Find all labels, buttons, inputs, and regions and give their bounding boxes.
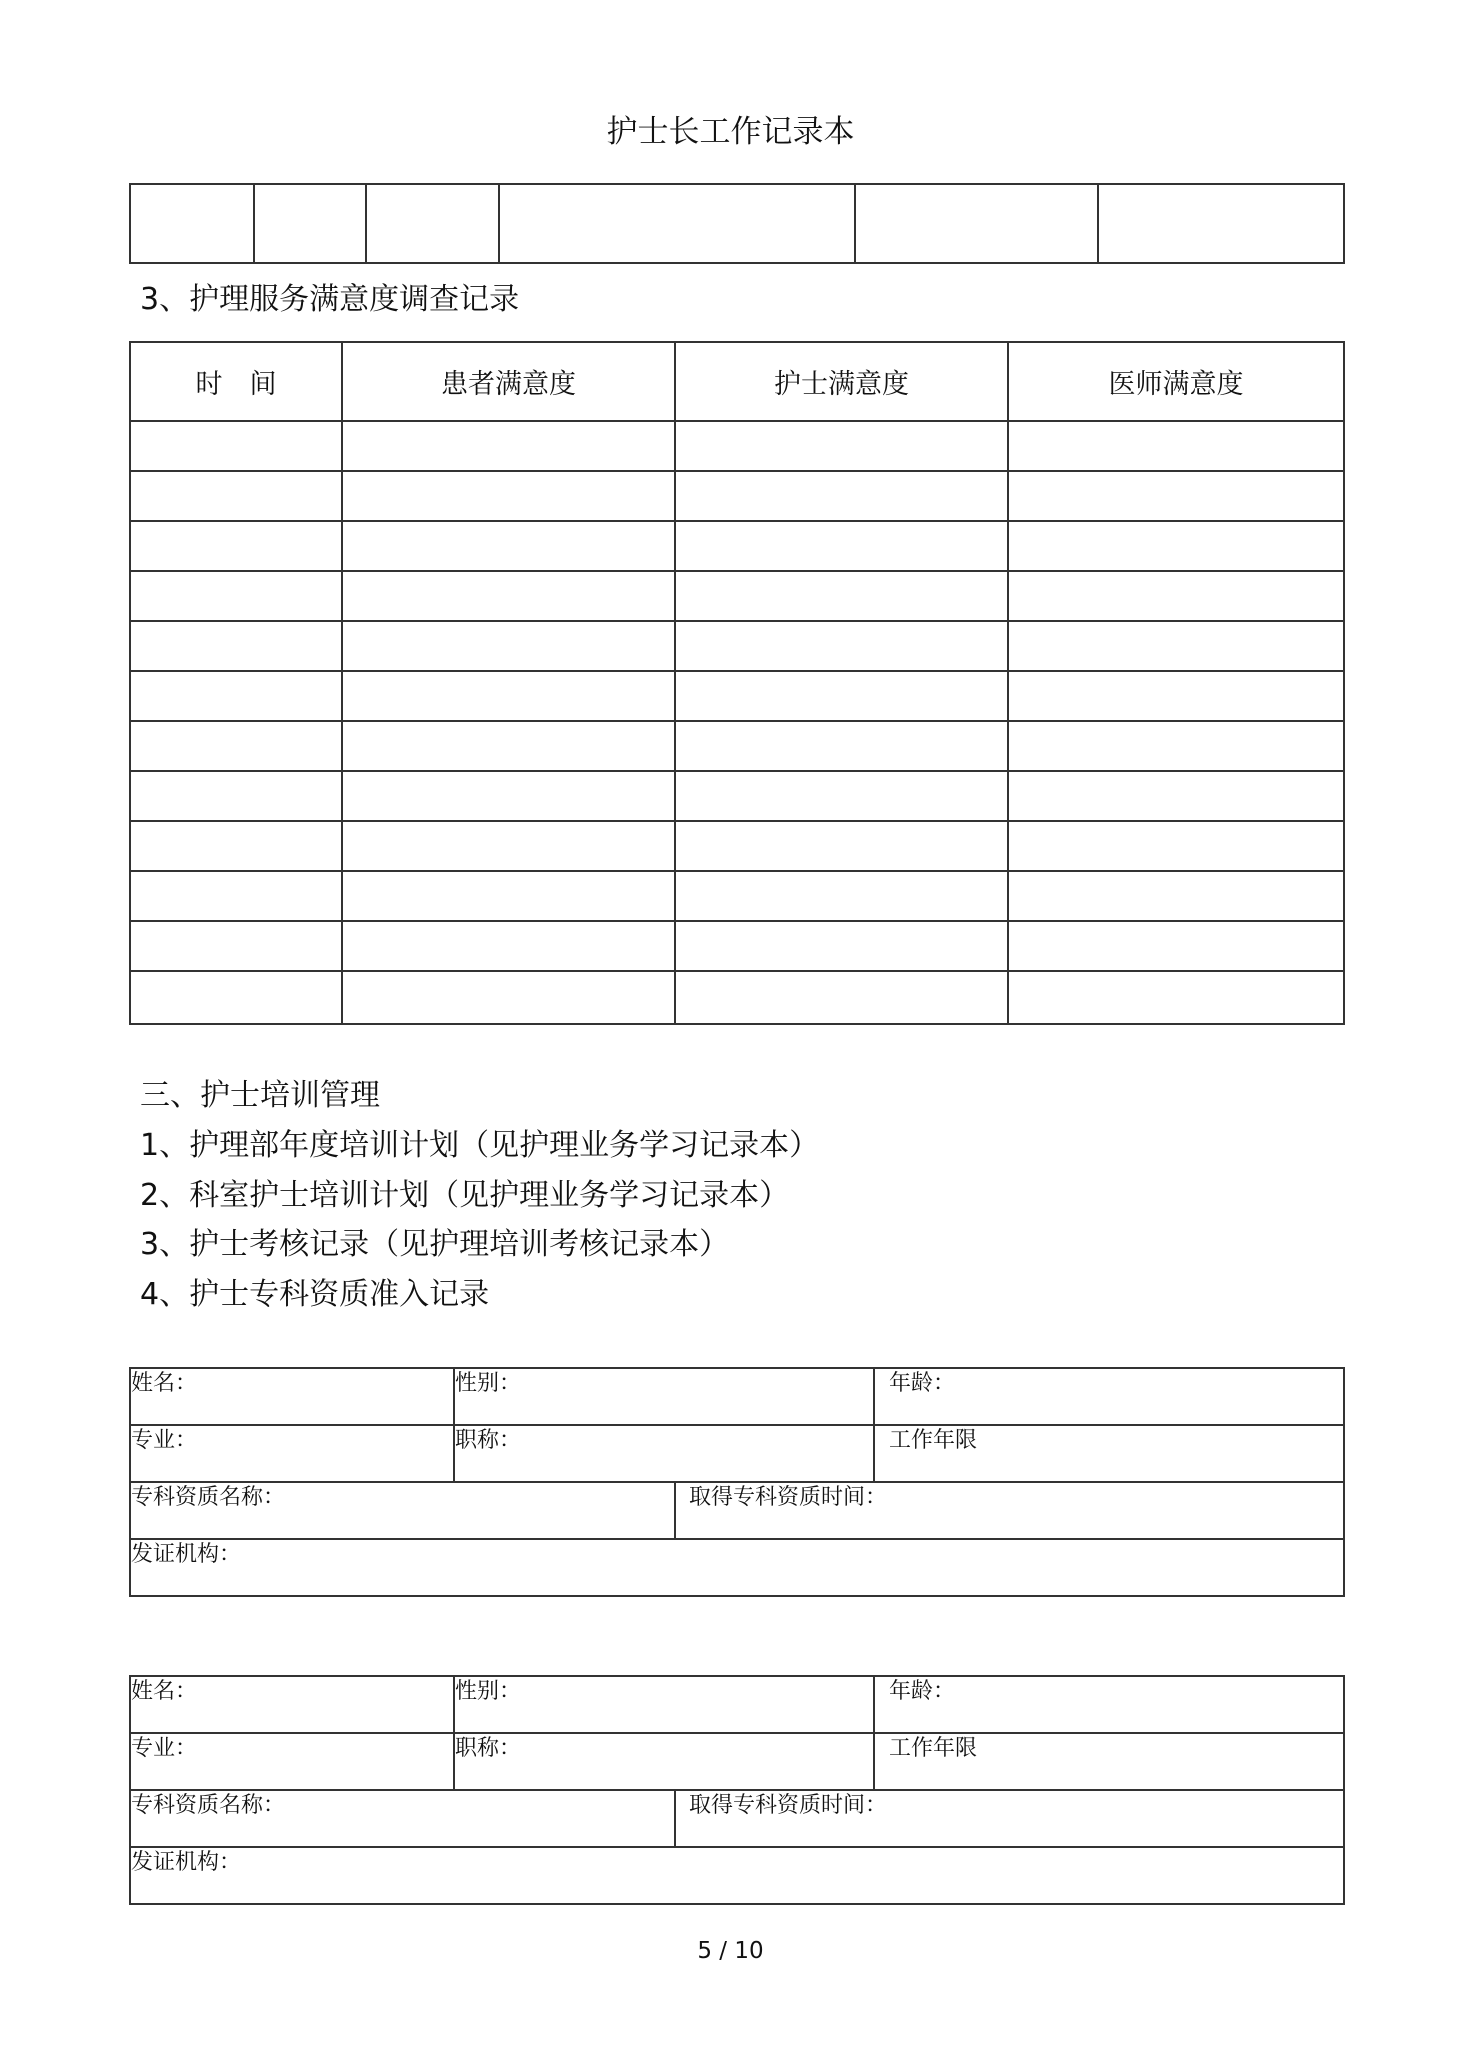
empty-cell <box>342 421 675 471</box>
empty-cell <box>1008 821 1344 871</box>
table-row <box>130 621 1344 671</box>
empty-cell <box>1008 921 1344 971</box>
page-number: 5 / 10 <box>697 1938 764 1964</box>
professional-title-field-label: 职称： <box>454 1425 874 1482</box>
empty-cell <box>1008 671 1344 721</box>
empty-cell <box>130 721 342 771</box>
continuation-table <box>129 183 1345 264</box>
empty-cell <box>1008 721 1344 771</box>
age-field-label: 年龄： <box>874 1676 1344 1733</box>
major-field-label: 专业： <box>130 1733 454 1790</box>
empty-cell <box>1008 771 1344 821</box>
empty-cell <box>499 184 855 263</box>
empty-cell <box>130 771 342 821</box>
training-item: 3、护士考核记录（见护理培训考核记录本） <box>140 1227 730 1262</box>
column-header-doctor-satisfaction: 医师满意度 <box>1008 342 1344 421</box>
issuing-authority-field-label: 发证机构： <box>130 1847 1344 1904</box>
major-field-label: 专业： <box>130 1425 454 1482</box>
table-row <box>130 921 1344 971</box>
empty-cell <box>342 921 675 971</box>
qualification-form <box>129 1675 1345 1905</box>
qualification-form <box>129 1367 1345 1597</box>
empty-cell <box>130 671 342 721</box>
gender-field-label: 性别： <box>454 1368 874 1425</box>
empty-cell <box>855 184 1098 263</box>
empty-cell <box>130 471 342 521</box>
table-row <box>130 521 1344 571</box>
age-field-label: 年龄： <box>874 1368 1344 1425</box>
empty-cell <box>1008 521 1344 571</box>
empty-cell <box>342 821 675 871</box>
empty-cell <box>1008 571 1344 621</box>
empty-cell <box>130 621 342 671</box>
empty-cell <box>1098 184 1344 263</box>
empty-cell <box>130 421 342 471</box>
empty-cell <box>130 971 342 1024</box>
column-header-time: 时 间 <box>130 342 342 421</box>
empty-cell <box>130 821 342 871</box>
table-row <box>130 871 1344 921</box>
qualification-name-field-label: 专科资质名称： <box>130 1482 675 1539</box>
empty-cell <box>342 871 675 921</box>
empty-cell <box>130 571 342 621</box>
table-row <box>130 771 1344 821</box>
empty-cell <box>675 771 1008 821</box>
empty-cell <box>675 871 1008 921</box>
empty-cell <box>675 971 1008 1024</box>
empty-cell <box>675 921 1008 971</box>
empty-cell <box>130 521 342 571</box>
training-item: 1、护理部年度培训计划（见护理业务学习记录本） <box>140 1128 820 1163</box>
work-years-field-label: 工作年限 <box>874 1733 1344 1790</box>
professional-title-field-label: 职称： <box>454 1733 874 1790</box>
empty-cell <box>675 721 1008 771</box>
qualification-name-field-label: 专科资质名称： <box>130 1790 675 1847</box>
empty-cell <box>675 521 1008 571</box>
qualification-date-field-label: 取得专科资质时间： <box>675 1790 1344 1847</box>
table-row <box>130 971 1344 1024</box>
empty-cell <box>675 471 1008 521</box>
section-heading-satisfaction: 3、护理服务满意度调查记录 <box>140 282 520 317</box>
table-row <box>130 471 1344 521</box>
page-title: 护士长工作记录本 <box>606 114 855 150</box>
empty-cell <box>342 721 675 771</box>
empty-cell <box>130 921 342 971</box>
empty-cell <box>1008 621 1344 671</box>
column-header-patient-satisfaction: 患者满意度 <box>342 342 675 421</box>
empty-cell <box>130 871 342 921</box>
empty-cell <box>1008 871 1344 921</box>
empty-cell <box>1008 421 1344 471</box>
table-row <box>130 821 1344 871</box>
table-header-row <box>130 342 1344 421</box>
table-row <box>130 571 1344 621</box>
empty-cell <box>130 184 254 263</box>
training-item: 2、科室护士培训计划（见护理业务学习记录本） <box>140 1178 790 1213</box>
issuing-authority-field-label: 发证机构： <box>130 1539 1344 1596</box>
satisfaction-survey-table <box>129 341 1345 1025</box>
empty-cell <box>342 571 675 621</box>
empty-cell <box>675 571 1008 621</box>
empty-cell <box>675 671 1008 721</box>
name-field-label: 姓名： <box>130 1676 454 1733</box>
empty-cell <box>254 184 366 263</box>
column-header-nurse-satisfaction: 护士满意度 <box>675 342 1008 421</box>
training-item: 4、护士专科资质准入记录 <box>140 1277 490 1312</box>
empty-cell <box>342 671 675 721</box>
table-row <box>130 671 1344 721</box>
empty-cell <box>675 621 1008 671</box>
empty-cell <box>342 521 675 571</box>
table-row <box>130 721 1344 771</box>
empty-cell <box>342 971 675 1024</box>
empty-cell <box>342 621 675 671</box>
section-heading-training: 三、护士培训管理 <box>140 1078 380 1113</box>
empty-cell <box>675 421 1008 471</box>
work-years-field-label: 工作年限 <box>874 1425 1344 1482</box>
table-row <box>130 421 1344 471</box>
empty-cell <box>1008 471 1344 521</box>
qualification-date-field-label: 取得专科资质时间： <box>675 1482 1344 1539</box>
empty-cell <box>342 471 675 521</box>
empty-cell <box>342 771 675 821</box>
name-field-label: 姓名： <box>130 1368 454 1425</box>
empty-cell <box>675 821 1008 871</box>
gender-field-label: 性别： <box>454 1676 874 1733</box>
empty-cell <box>366 184 499 263</box>
empty-cell <box>1008 971 1344 1024</box>
